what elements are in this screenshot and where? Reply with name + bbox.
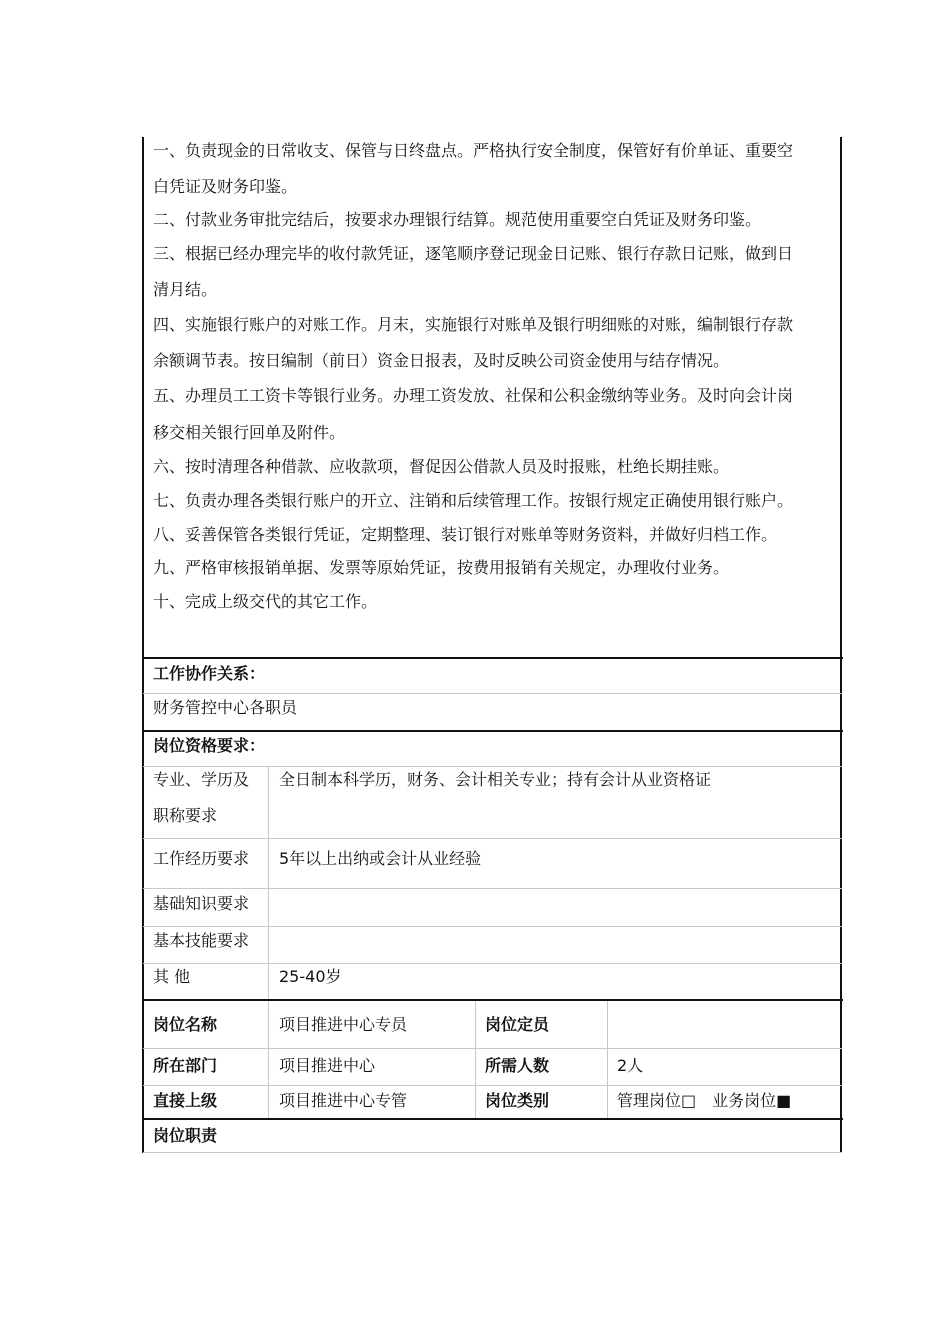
cooperation-value: 财务管控中心各职员	[153, 698, 298, 717]
position-label: 岗位定员	[485, 1015, 550, 1034]
duty-line: 一、负责现金的日常收支、保管与日终盘点。严格执行安全制度，保管好有价单证、重要空	[153, 141, 794, 160]
divider	[143, 657, 843, 659]
duty-line: 十、完成上级交代的其它工作。	[153, 592, 378, 611]
duty-line: 白凭证及财务印鉴。	[153, 177, 298, 196]
position-label: 所在部门	[153, 1056, 218, 1075]
divider	[143, 838, 842, 839]
divider	[143, 888, 842, 889]
position-value: 2人	[617, 1056, 644, 1075]
divider	[143, 963, 842, 964]
divider	[143, 1085, 842, 1086]
divider	[143, 1118, 843, 1120]
position-label: 直接上级	[153, 1091, 218, 1110]
qual-label: 职称要求	[153, 806, 218, 825]
duty-line: 余额调节表。按日编制（前日）资金日报表，及时反映公司资金使用与结存情况。	[153, 351, 730, 370]
divider	[475, 1001, 476, 1118]
qual-label: 工作经历要求	[153, 849, 250, 868]
qual-value: 全日制本科学历，财务、会计相关专业；持有会计从业资格证	[279, 770, 712, 789]
divider	[268, 766, 269, 1000]
position-label: 岗位名称	[153, 1015, 218, 1034]
position-label: 岗位类别	[485, 1091, 550, 1110]
duty-line: 七、负责办理各类银行账户的开立、注销和后续管理工作。按银行规定正确使用银行账户。	[153, 491, 794, 510]
duty-line: 六、按时清理各种借款、应收款项，督促因公借款人员及时报账，杜绝长期挂账。	[153, 457, 730, 476]
qual-label: 基础知识要求	[153, 894, 250, 913]
divider	[143, 1152, 842, 1153]
duty-line: 二、付款业务审批完结后，按要求办理银行结算。规范使用重要空白凭证及财务印鉴。	[153, 210, 762, 229]
duty-line: 五、办理员工工资卡等银行业务。办理工资发放、社保和公积金缴纳等业务。及时向会计岗	[153, 386, 794, 405]
position-label: 所需人数	[485, 1056, 550, 1075]
qual-label: 专业、学历及	[153, 770, 250, 789]
qual-label: 其 他	[153, 967, 191, 986]
duty-line: 清月结。	[153, 280, 218, 299]
divider	[143, 926, 842, 927]
qual-label: 基本技能要求	[153, 931, 250, 950]
qual-value: 25-40岁	[279, 967, 342, 986]
divider	[143, 999, 843, 1001]
cooperation-title: 工作协作关系：	[153, 664, 266, 683]
divider	[607, 1001, 608, 1118]
duty-line: 八、妥善保管各类银行凭证，定期整理、装订银行对账单等财务资料，并做好归档工作。	[153, 525, 778, 544]
divider	[143, 693, 842, 694]
position-category-value: 管理岗位□ 业务岗位■	[617, 1091, 792, 1110]
duty-line: 三、根据已经办理完毕的收付款凭证，逐笔顺序登记现金日记账、银行存款日记账，做到日	[153, 244, 794, 263]
qual-value: 5年以上出纳或会计从业经验	[279, 849, 482, 868]
position-value: 项目推进中心	[279, 1056, 376, 1075]
position-duties-title: 岗位职责	[153, 1126, 218, 1145]
divider	[143, 1048, 842, 1049]
divider	[143, 766, 842, 767]
position-value: 项目推进中心专员	[279, 1015, 408, 1034]
qualifications-title: 岗位资格要求：	[153, 736, 266, 755]
duty-line: 四、实施银行账户的对账工作。月末，实施银行对账单及银行明细账的对账，编制银行存款	[153, 315, 794, 334]
duty-line: 九、严格审核报销单据、发票等原始凭证，按费用报销有关规定，办理收付业务。	[153, 558, 730, 577]
position-value: 项目推进中心专管	[279, 1091, 408, 1110]
divider	[143, 730, 843, 732]
divider	[268, 1001, 269, 1118]
duty-line: 移交相关银行回单及附件。	[153, 423, 346, 442]
